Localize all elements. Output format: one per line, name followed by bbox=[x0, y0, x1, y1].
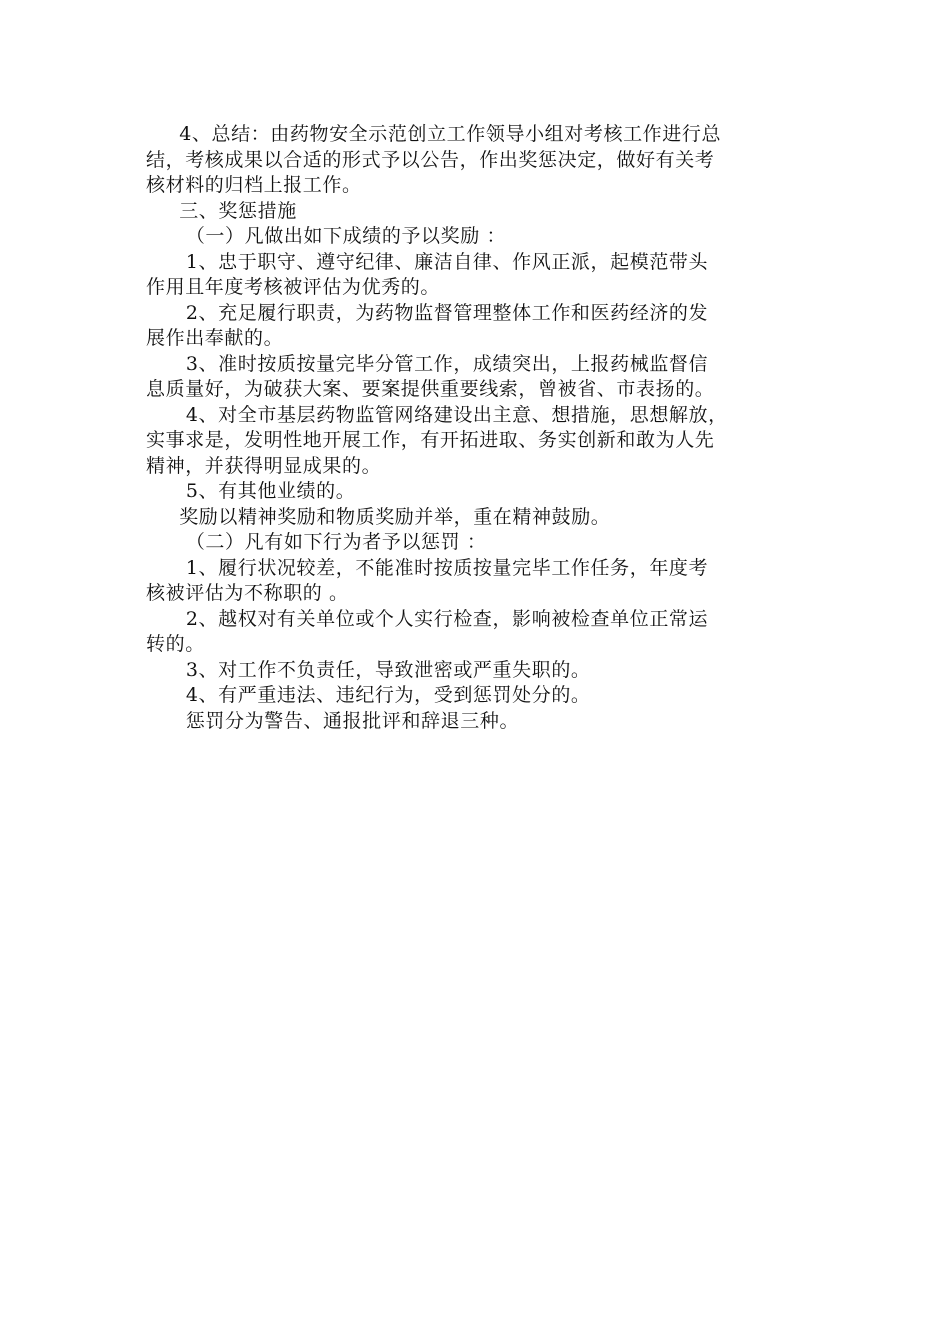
text-line: 2、越权对有关单位或个人实行检查，影响被检查单位正常运 bbox=[146, 607, 709, 630]
text-line: 作用且年度考核被评估为优秀的。 bbox=[146, 276, 441, 298]
text-line: 核被评估为不称职的 。 bbox=[146, 582, 349, 604]
text-line: 惩罚分为警告、通报批评和辞退三种。 bbox=[146, 709, 520, 732]
text-line: 展作出奉献的。 bbox=[146, 327, 284, 349]
section-heading: 三、奖惩措施 bbox=[146, 199, 297, 222]
text-line: 转的。 bbox=[146, 633, 205, 655]
subsection-heading: （一）凡做出如下成绩的予以奖励 ： bbox=[146, 225, 507, 247]
document-body bbox=[146, 122, 806, 734]
text-line: 实事求是，发明性地开展工作，有开拓进取、务实创新和敢为人先 bbox=[146, 429, 715, 451]
subsection-heading: （二）凡有如下行为者予以惩罚 ： bbox=[146, 531, 487, 553]
text-line: 核材料的归档上报工作。 bbox=[146, 174, 362, 196]
text-line: 4、总结：由药物安全示范创立工作领导小组对考核工作进行总 bbox=[146, 123, 722, 145]
text-line: 3、准时按质按量完毕分管工作，成绩突出，上报药械监督信 bbox=[146, 352, 709, 375]
text-line: 1、忠于职守、遵守纪律、廉洁自律、作风正派，起模范带头 bbox=[146, 250, 709, 273]
text-line: 奖励以精神奖励和物质奖励并举，重在精神鼓励。 bbox=[146, 505, 611, 528]
text-line: 2、充足履行职责，为药物监督管理整体工作和医药经济的发 bbox=[146, 301, 709, 324]
text-line: 4、有严重违法、违纪行为，受到惩罚处分的。 bbox=[146, 684, 591, 706]
text-line: 4、对全市基层药物监管网络建设出主意、想措施，思想解放， bbox=[146, 403, 728, 426]
text-line: 息质量好，为破获大案、要案提供重要线索，曾被省、市表扬的。 bbox=[146, 378, 715, 400]
text-line: 1、履行状况较差，不能准时按质按量完毕工作任务，年度考 bbox=[146, 556, 709, 579]
text-line: 5、有其他业绩的。 bbox=[146, 480, 356, 502]
text-line: 结，考核成果以合适的形式予以公告，作出奖惩决定，做好有关考 bbox=[146, 148, 715, 171]
text-line: 3、对工作不负责任，导致泄密或严重失职的。 bbox=[146, 658, 591, 681]
text-line: 精神，并获得明显成果的。 bbox=[146, 454, 382, 477]
